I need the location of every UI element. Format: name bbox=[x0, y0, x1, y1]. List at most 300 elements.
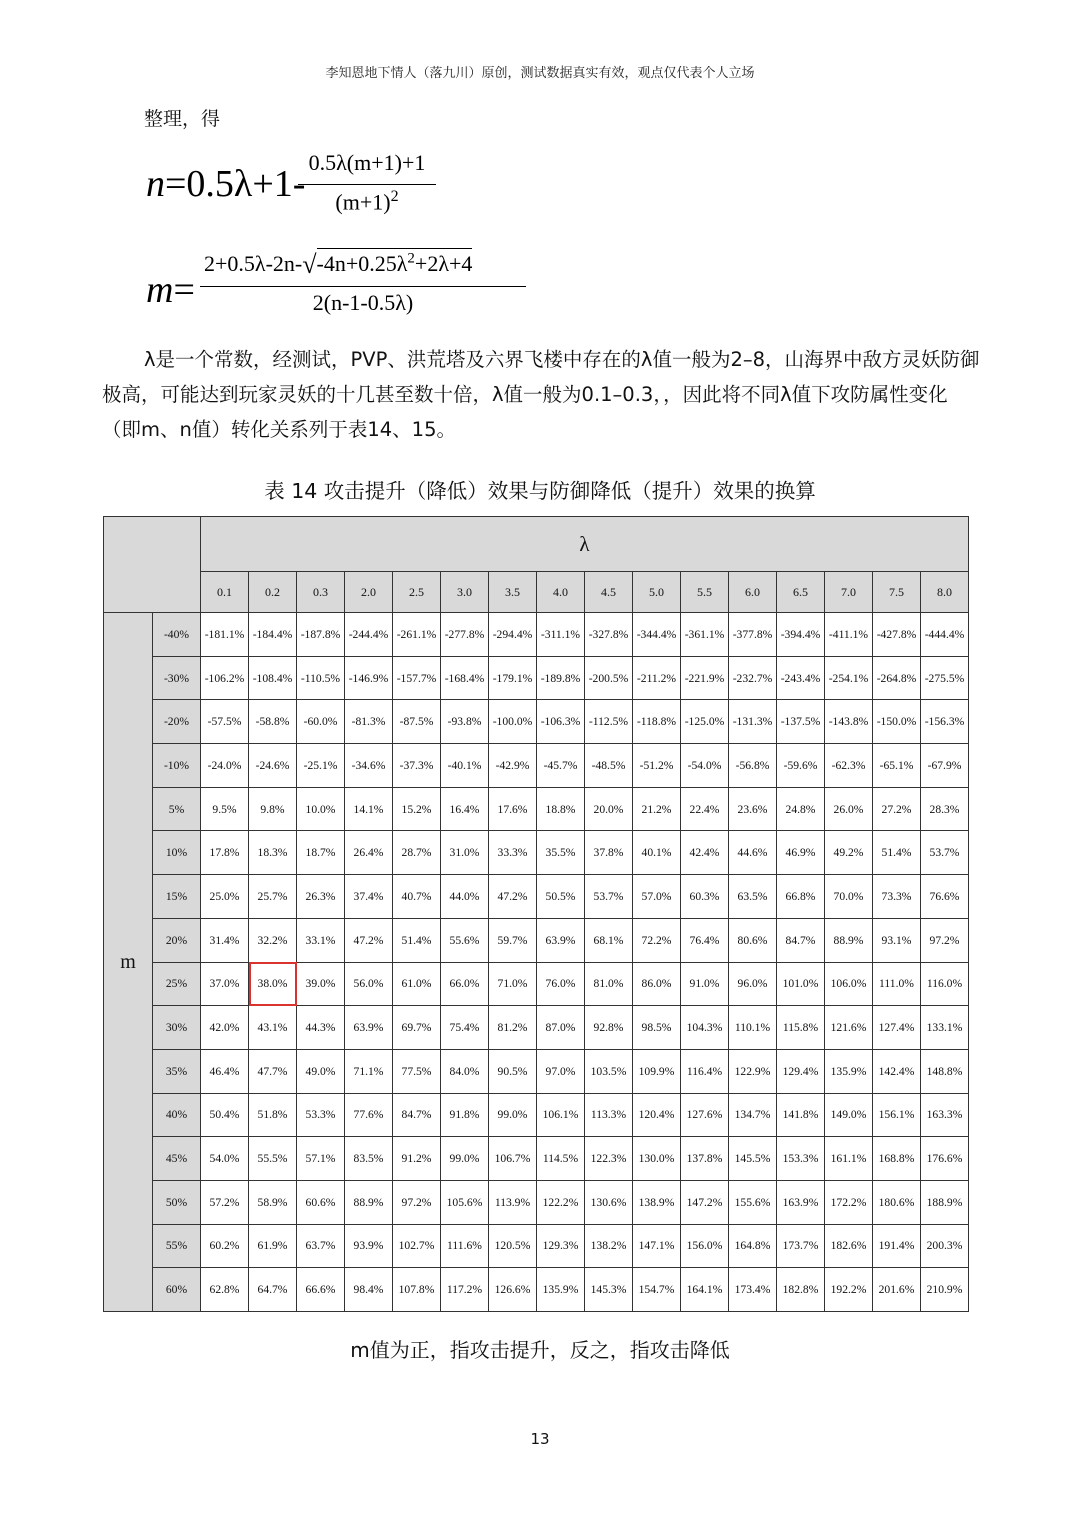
table-cell: 62.8% bbox=[201, 1268, 249, 1312]
formula-m-num-a: 2+0.5λ-2n- bbox=[204, 251, 303, 276]
table-cell: -51.2% bbox=[633, 744, 681, 788]
table-cell: 21.2% bbox=[633, 787, 681, 831]
table-cell: 26.0% bbox=[825, 787, 873, 831]
table-cell: 83.5% bbox=[345, 1137, 393, 1181]
table-row bbox=[104, 1049, 969, 1093]
table-cell: 121.6% bbox=[825, 1006, 873, 1050]
table-cell: 111.6% bbox=[441, 1224, 489, 1268]
table-cell: 116.0% bbox=[921, 962, 969, 1006]
table-cell: -48.5% bbox=[585, 744, 633, 788]
table-cell: 27.2% bbox=[873, 787, 921, 831]
table-cell: 57.1% bbox=[297, 1137, 345, 1181]
table-cell: -110.5% bbox=[297, 656, 345, 700]
table-cell: -361.1% bbox=[681, 613, 729, 657]
table-cell: 147.2% bbox=[681, 1180, 729, 1224]
table-cell: 84.0% bbox=[441, 1049, 489, 1093]
table-cell: 32.2% bbox=[249, 918, 297, 962]
lambda-value-cell: 5.0 bbox=[633, 572, 681, 613]
table-row bbox=[104, 656, 969, 700]
table-cell: 55.5% bbox=[249, 1137, 297, 1181]
lambda-value-cell: 4.0 bbox=[537, 572, 585, 613]
table-cell: 55.6% bbox=[441, 918, 489, 962]
table-cell: 91.0% bbox=[681, 962, 729, 1006]
page-header: 李知恩地下情人（落九川）原创，测试数据真实有效，观点仅代表个人立场 bbox=[325, 66, 755, 81]
table-cell: 122.2% bbox=[537, 1180, 585, 1224]
conversion-table bbox=[103, 516, 969, 1312]
table-cell: 88.9% bbox=[825, 918, 873, 962]
table-cell: 57.2% bbox=[201, 1180, 249, 1224]
table-cell: 81.2% bbox=[489, 1006, 537, 1050]
m-value-cell: 35% bbox=[153, 1049, 201, 1093]
table-cell: 18.3% bbox=[249, 831, 297, 875]
table-cell: -168.4% bbox=[441, 656, 489, 700]
table-cell: 57.0% bbox=[633, 875, 681, 919]
table-cell: 154.7% bbox=[633, 1268, 681, 1312]
lambda-value-cell: 7.0 bbox=[825, 572, 873, 613]
lambda-value-cell: 0.3 bbox=[297, 572, 345, 613]
table-cell: 145.3% bbox=[585, 1268, 633, 1312]
table-row bbox=[104, 1268, 969, 1312]
m-value-cell: 55% bbox=[153, 1224, 201, 1268]
m-value-cell: 40% bbox=[153, 1093, 201, 1137]
table-cell: 18.8% bbox=[537, 787, 585, 831]
table-cell: 50.5% bbox=[537, 875, 585, 919]
table-cell: 182.8% bbox=[777, 1268, 825, 1312]
table-cell: 97.0% bbox=[537, 1049, 585, 1093]
table-note: m值为正，指攻击提升，反之，指攻击降低 bbox=[350, 1338, 730, 1362]
table-cell: 130.6% bbox=[585, 1180, 633, 1224]
lambda-value-cell: 5.5 bbox=[681, 572, 729, 613]
lambda-value-cell: 6.5 bbox=[777, 572, 825, 613]
table-cell: 142.4% bbox=[873, 1049, 921, 1093]
table-cell: 107.8% bbox=[393, 1268, 441, 1312]
table-cell: -157.7% bbox=[393, 656, 441, 700]
table-cell: 53.7% bbox=[921, 831, 969, 875]
table-cell: 47.7% bbox=[249, 1049, 297, 1093]
table-cell: 192.2% bbox=[825, 1268, 873, 1312]
table-cell: 16.4% bbox=[441, 787, 489, 831]
table-cell: 84.7% bbox=[777, 918, 825, 962]
table-row bbox=[104, 613, 969, 657]
table-cell: 15.2% bbox=[393, 787, 441, 831]
m-value-cell: 20% bbox=[153, 918, 201, 962]
table-cell: -150.0% bbox=[873, 700, 921, 744]
m-value-cell: 15% bbox=[153, 875, 201, 919]
table-cell: 145.5% bbox=[729, 1137, 777, 1181]
table-cell: -125.0% bbox=[681, 700, 729, 744]
table-row bbox=[104, 962, 969, 1006]
table-cell: 96.0% bbox=[729, 962, 777, 1006]
table-cell: 88.9% bbox=[345, 1180, 393, 1224]
lambda-value-cell: 4.5 bbox=[585, 572, 633, 613]
table-cell: -56.8% bbox=[729, 744, 777, 788]
table-cell: 104.3% bbox=[681, 1006, 729, 1050]
table-cell: -444.4% bbox=[921, 613, 969, 657]
table-cell: -344.4% bbox=[633, 613, 681, 657]
table-cell: -377.8% bbox=[729, 613, 777, 657]
table-row bbox=[104, 918, 969, 962]
table-cell: 66.6% bbox=[297, 1268, 345, 1312]
table-cell: -275.5% bbox=[921, 656, 969, 700]
m-value-cell: -40% bbox=[153, 613, 201, 657]
table-cell: 163.3% bbox=[921, 1093, 969, 1137]
table-cell: 98.4% bbox=[345, 1268, 393, 1312]
table-cell: 168.8% bbox=[873, 1137, 921, 1181]
table-cell: -427.8% bbox=[873, 613, 921, 657]
table-cell: 91.2% bbox=[393, 1137, 441, 1181]
table-cell: 106.7% bbox=[489, 1137, 537, 1181]
table-cell: 91.8% bbox=[441, 1093, 489, 1137]
table-cell: -184.4% bbox=[249, 613, 297, 657]
table-cell: -34.6% bbox=[345, 744, 393, 788]
table-cell: -40.1% bbox=[441, 744, 489, 788]
table-cell: -254.1% bbox=[825, 656, 873, 700]
table-cell: 84.7% bbox=[393, 1093, 441, 1137]
table-cell: -131.3% bbox=[729, 700, 777, 744]
lambda-value-cell: 7.5 bbox=[873, 572, 921, 613]
table-cell: 17.8% bbox=[201, 831, 249, 875]
table-cell: 102.7% bbox=[393, 1224, 441, 1268]
table-cell: 110.1% bbox=[729, 1006, 777, 1050]
table-cell: -156.3% bbox=[921, 700, 969, 744]
table-cell: 10.0% bbox=[297, 787, 345, 831]
lambda-value-cell: 2.0 bbox=[345, 572, 393, 613]
table-cell: 44.3% bbox=[297, 1006, 345, 1050]
table-cell: 93.9% bbox=[345, 1224, 393, 1268]
table-cell: 180.6% bbox=[873, 1180, 921, 1224]
table-cell: -411.1% bbox=[825, 613, 873, 657]
table-cell: 31.4% bbox=[201, 918, 249, 962]
table-cell: 44.6% bbox=[729, 831, 777, 875]
table-cell: 155.6% bbox=[729, 1180, 777, 1224]
table-row bbox=[104, 1006, 969, 1050]
table-cell: 17.6% bbox=[489, 787, 537, 831]
table-cell: -243.4% bbox=[777, 656, 825, 700]
table-cell: 22.4% bbox=[681, 787, 729, 831]
table-cell: -327.8% bbox=[585, 613, 633, 657]
table-cell: 31.0% bbox=[441, 831, 489, 875]
m-header: m bbox=[104, 613, 153, 1312]
table-cell: 20.0% bbox=[585, 787, 633, 831]
table-cell: 51.4% bbox=[873, 831, 921, 875]
table-cell: -62.3% bbox=[825, 744, 873, 788]
lambda-value-cell: 2.5 bbox=[393, 572, 441, 613]
highlighted-cell: 38.0% bbox=[249, 962, 297, 1006]
table-cell: 101.0% bbox=[777, 962, 825, 1006]
table-cell: 76.4% bbox=[681, 918, 729, 962]
table-cell: -146.9% bbox=[345, 656, 393, 700]
table-cell: -189.8% bbox=[537, 656, 585, 700]
formula-n-lhs-var: n bbox=[146, 163, 165, 205]
table-cell: -221.9% bbox=[681, 656, 729, 700]
table-row bbox=[104, 831, 969, 875]
table-cell: 97.2% bbox=[393, 1180, 441, 1224]
table-row bbox=[104, 700, 969, 744]
table-cell: 111.0% bbox=[873, 962, 921, 1006]
table-cell: 122.3% bbox=[585, 1137, 633, 1181]
table-cell: 103.5% bbox=[585, 1049, 633, 1093]
table-cell: 25.0% bbox=[201, 875, 249, 919]
table-cell: 164.1% bbox=[681, 1268, 729, 1312]
table-cell: 120.5% bbox=[489, 1224, 537, 1268]
table-cell: 210.9% bbox=[921, 1268, 969, 1312]
table-cell: 134.7% bbox=[729, 1093, 777, 1137]
table-cell: 40.7% bbox=[393, 875, 441, 919]
table-cell: -59.6% bbox=[777, 744, 825, 788]
table-cell: -57.5% bbox=[201, 700, 249, 744]
table-cell: -179.1% bbox=[489, 656, 537, 700]
m-value-cell: 30% bbox=[153, 1006, 201, 1050]
m-value-cell: 5% bbox=[153, 787, 201, 831]
table-cell: 130.0% bbox=[633, 1137, 681, 1181]
intro-text: 整理，得 bbox=[144, 108, 221, 130]
table-cell: 99.0% bbox=[489, 1093, 537, 1137]
table-cell: -54.0% bbox=[681, 744, 729, 788]
table-cell: 164.8% bbox=[729, 1224, 777, 1268]
table-cell: -311.1% bbox=[537, 613, 585, 657]
table-cell: 60.6% bbox=[297, 1180, 345, 1224]
table-cell: 25.7% bbox=[249, 875, 297, 919]
table-cell: 73.3% bbox=[873, 875, 921, 919]
table-cell: 135.9% bbox=[825, 1049, 873, 1093]
table-cell: 54.0% bbox=[201, 1137, 249, 1181]
table-cell: -60.0% bbox=[297, 700, 345, 744]
table-cell: 156.0% bbox=[681, 1224, 729, 1268]
table-cell: -261.1% bbox=[393, 613, 441, 657]
table-row bbox=[104, 1093, 969, 1137]
table-cell: 173.4% bbox=[729, 1268, 777, 1312]
table-cell: 127.6% bbox=[681, 1093, 729, 1137]
table-cell: 173.7% bbox=[777, 1224, 825, 1268]
lambda-header: λ bbox=[201, 517, 969, 572]
table-cell: 72.2% bbox=[633, 918, 681, 962]
formula-n-den-exp: 2 bbox=[390, 188, 399, 205]
table-cell: 9.8% bbox=[249, 787, 297, 831]
m-value-cell: 45% bbox=[153, 1137, 201, 1181]
table-row bbox=[104, 744, 969, 788]
table-cell: 68.1% bbox=[585, 918, 633, 962]
table-cell: 75.4% bbox=[441, 1006, 489, 1050]
table-cell: 201.6% bbox=[873, 1268, 921, 1312]
table-cell: 47.2% bbox=[489, 875, 537, 919]
table-cell: -67.9% bbox=[921, 744, 969, 788]
table-cell: 98.5% bbox=[633, 1006, 681, 1050]
table-corner-cell bbox=[104, 517, 201, 613]
lambda-value-cell: 0.1 bbox=[201, 572, 249, 613]
table-cell: 9.5% bbox=[201, 787, 249, 831]
page-number: 13 bbox=[530, 1430, 550, 1448]
formula-n-numerator: 0.5λ(m+1)+1 bbox=[308, 150, 426, 175]
table-cell: 77.6% bbox=[345, 1093, 393, 1137]
table-cell: 106.0% bbox=[825, 962, 873, 1006]
table-cell: 49.0% bbox=[297, 1049, 345, 1093]
lambda-value-cell: 0.2 bbox=[249, 572, 297, 613]
table-cell: -200.5% bbox=[585, 656, 633, 700]
table-cell: 133.1% bbox=[921, 1006, 969, 1050]
table-cell: -65.1% bbox=[873, 744, 921, 788]
table-cell: 129.4% bbox=[777, 1049, 825, 1093]
table-cell: 28.7% bbox=[393, 831, 441, 875]
table-cell: -112.5% bbox=[585, 700, 633, 744]
table-cell: 137.8% bbox=[681, 1137, 729, 1181]
table-cell: 182.6% bbox=[825, 1224, 873, 1268]
table-cell: 86.0% bbox=[633, 962, 681, 1006]
formula-m-radicand: -4n+0.25λ bbox=[316, 251, 408, 276]
table-cell: 63.7% bbox=[297, 1224, 345, 1268]
m-value-cell: 50% bbox=[153, 1180, 201, 1224]
table-cell: 43.1% bbox=[249, 1006, 297, 1050]
formula-m-radicand-exp: 2 bbox=[407, 250, 415, 267]
table-cell: 66.0% bbox=[441, 962, 489, 1006]
table-cell: 23.6% bbox=[729, 787, 777, 831]
lambda-value-cell: 6.0 bbox=[729, 572, 777, 613]
table-cell: 141.8% bbox=[777, 1093, 825, 1137]
table-cell: 56.0% bbox=[345, 962, 393, 1006]
table-cell: 138.2% bbox=[585, 1224, 633, 1268]
table-cell: 87.0% bbox=[537, 1006, 585, 1050]
table-cell: 163.9% bbox=[777, 1180, 825, 1224]
table-cell: 90.5% bbox=[489, 1049, 537, 1093]
table-cell: 35.5% bbox=[537, 831, 585, 875]
m-value-cell: -20% bbox=[153, 700, 201, 744]
table-cell: 176.6% bbox=[921, 1137, 969, 1181]
table-cell: 63.5% bbox=[729, 875, 777, 919]
table-cell: 188.9% bbox=[921, 1180, 969, 1224]
table-cell: 117.2% bbox=[441, 1268, 489, 1312]
table-row bbox=[104, 787, 969, 831]
table-cell: 113.9% bbox=[489, 1180, 537, 1224]
sqrt-icon: $√-4n+0.25\lambda^2+2\lambda+4$ bbox=[302, 250, 473, 279]
table-cell: 93.1% bbox=[873, 918, 921, 962]
table-cell: 114.5% bbox=[537, 1137, 585, 1181]
table-cell: 81.0% bbox=[585, 962, 633, 1006]
table-cell: 149.0% bbox=[825, 1093, 873, 1137]
table-cell: 161.1% bbox=[825, 1137, 873, 1181]
table-cell: 138.9% bbox=[633, 1180, 681, 1224]
table-cell: 51.8% bbox=[249, 1093, 297, 1137]
table-cell: -264.8% bbox=[873, 656, 921, 700]
table-cell: 172.2% bbox=[825, 1180, 873, 1224]
table-cell: -81.3% bbox=[345, 700, 393, 744]
m-value-cell: 25% bbox=[153, 962, 201, 1006]
lambda-value-cell: 3.0 bbox=[441, 572, 489, 613]
m-value-cell: -10% bbox=[153, 744, 201, 788]
table-cell: 39.0% bbox=[297, 962, 345, 1006]
table-cell: 115.8% bbox=[777, 1006, 825, 1050]
table-cell: 46.4% bbox=[201, 1049, 249, 1093]
table-cell: 191.4% bbox=[873, 1224, 921, 1268]
table-cell: 24.8% bbox=[777, 787, 825, 831]
table-cell: 58.9% bbox=[249, 1180, 297, 1224]
table-cell: 105.6% bbox=[441, 1180, 489, 1224]
table-cell: 46.9% bbox=[777, 831, 825, 875]
table-cell: 127.4% bbox=[873, 1006, 921, 1050]
table-cell: -232.7% bbox=[729, 656, 777, 700]
m-value-cell: 60% bbox=[153, 1268, 201, 1312]
table-cell: 135.9% bbox=[537, 1268, 585, 1312]
table-cell: -42.9% bbox=[489, 744, 537, 788]
table-cell: 122.9% bbox=[729, 1049, 777, 1093]
table-cell: 18.7% bbox=[297, 831, 345, 875]
m-value-cell: 10% bbox=[153, 831, 201, 875]
table-row bbox=[104, 875, 969, 919]
table-cell: 42.4% bbox=[681, 831, 729, 875]
table-cell: 156.1% bbox=[873, 1093, 921, 1137]
table-cell: -118.8% bbox=[633, 700, 681, 744]
table-cell: 64.7% bbox=[249, 1268, 297, 1312]
table-cell: 33.1% bbox=[297, 918, 345, 962]
table-cell: 28.3% bbox=[921, 787, 969, 831]
table-cell: -58.8% bbox=[249, 700, 297, 744]
table-cell: 106.1% bbox=[537, 1093, 585, 1137]
table-cell: 113.3% bbox=[585, 1093, 633, 1137]
table-cell: 120.4% bbox=[633, 1093, 681, 1137]
table-cell: 77.5% bbox=[393, 1049, 441, 1093]
table-cell: -93.8% bbox=[441, 700, 489, 744]
formula-m-radicand-b: +2λ+4 bbox=[414, 251, 473, 276]
table-cell: 97.2% bbox=[921, 918, 969, 962]
table-cell: 148.8% bbox=[921, 1049, 969, 1093]
table-row bbox=[104, 1180, 969, 1224]
m-value-cell: -30% bbox=[153, 656, 201, 700]
formula-m-lhs-var: m bbox=[146, 269, 174, 311]
table-cell: -87.5% bbox=[393, 700, 441, 744]
table-cell: 61.0% bbox=[393, 962, 441, 1006]
table-cell: -106.2% bbox=[201, 656, 249, 700]
table-cell: 76.0% bbox=[537, 962, 585, 1006]
table-cell: 60.3% bbox=[681, 875, 729, 919]
table-cell: 76.6% bbox=[921, 875, 969, 919]
table-row bbox=[104, 1224, 969, 1268]
table-cell: 47.2% bbox=[345, 918, 393, 962]
table-cell: 147.1% bbox=[633, 1224, 681, 1268]
table-cell: -244.4% bbox=[345, 613, 393, 657]
table-cell: 42.0% bbox=[201, 1006, 249, 1050]
table-cell: 40.1% bbox=[633, 831, 681, 875]
table-cell: -394.4% bbox=[777, 613, 825, 657]
table-cell: 153.3% bbox=[777, 1137, 825, 1181]
table-cell: 61.9% bbox=[249, 1224, 297, 1268]
table-cell: -100.0% bbox=[489, 700, 537, 744]
table-cell: -277.8% bbox=[441, 613, 489, 657]
table-cell: 49.2% bbox=[825, 831, 873, 875]
table-cell: 116.4% bbox=[681, 1049, 729, 1093]
table-cell: 33.3% bbox=[489, 831, 537, 875]
table-cell: -25.1% bbox=[297, 744, 345, 788]
table-cell: 60.2% bbox=[201, 1224, 249, 1268]
formula-m-lhs-eq: = bbox=[173, 269, 195, 311]
table-cell: -211.2% bbox=[633, 656, 681, 700]
table-cell: 59.7% bbox=[489, 918, 537, 962]
table-cell: 70.0% bbox=[825, 875, 873, 919]
table-cell: -37.3% bbox=[393, 744, 441, 788]
lambda-value-cell: 8.0 bbox=[921, 572, 969, 613]
table-cell: 44.0% bbox=[441, 875, 489, 919]
table-cell: 14.1% bbox=[345, 787, 393, 831]
table-cell: -45.7% bbox=[537, 744, 585, 788]
table-cell: 53.3% bbox=[297, 1093, 345, 1137]
table-cell: 63.9% bbox=[537, 918, 585, 962]
table-cell: 63.9% bbox=[345, 1006, 393, 1050]
lambda-value-cell: 3.5 bbox=[489, 572, 537, 613]
table-cell: 80.6% bbox=[729, 918, 777, 962]
table-cell: 99.0% bbox=[441, 1137, 489, 1181]
table-cell: 26.4% bbox=[345, 831, 393, 875]
table-cell: 37.8% bbox=[585, 831, 633, 875]
table-cell: -294.4% bbox=[489, 613, 537, 657]
table-cell: -108.4% bbox=[249, 656, 297, 700]
table-cell: 37.0% bbox=[201, 962, 249, 1006]
